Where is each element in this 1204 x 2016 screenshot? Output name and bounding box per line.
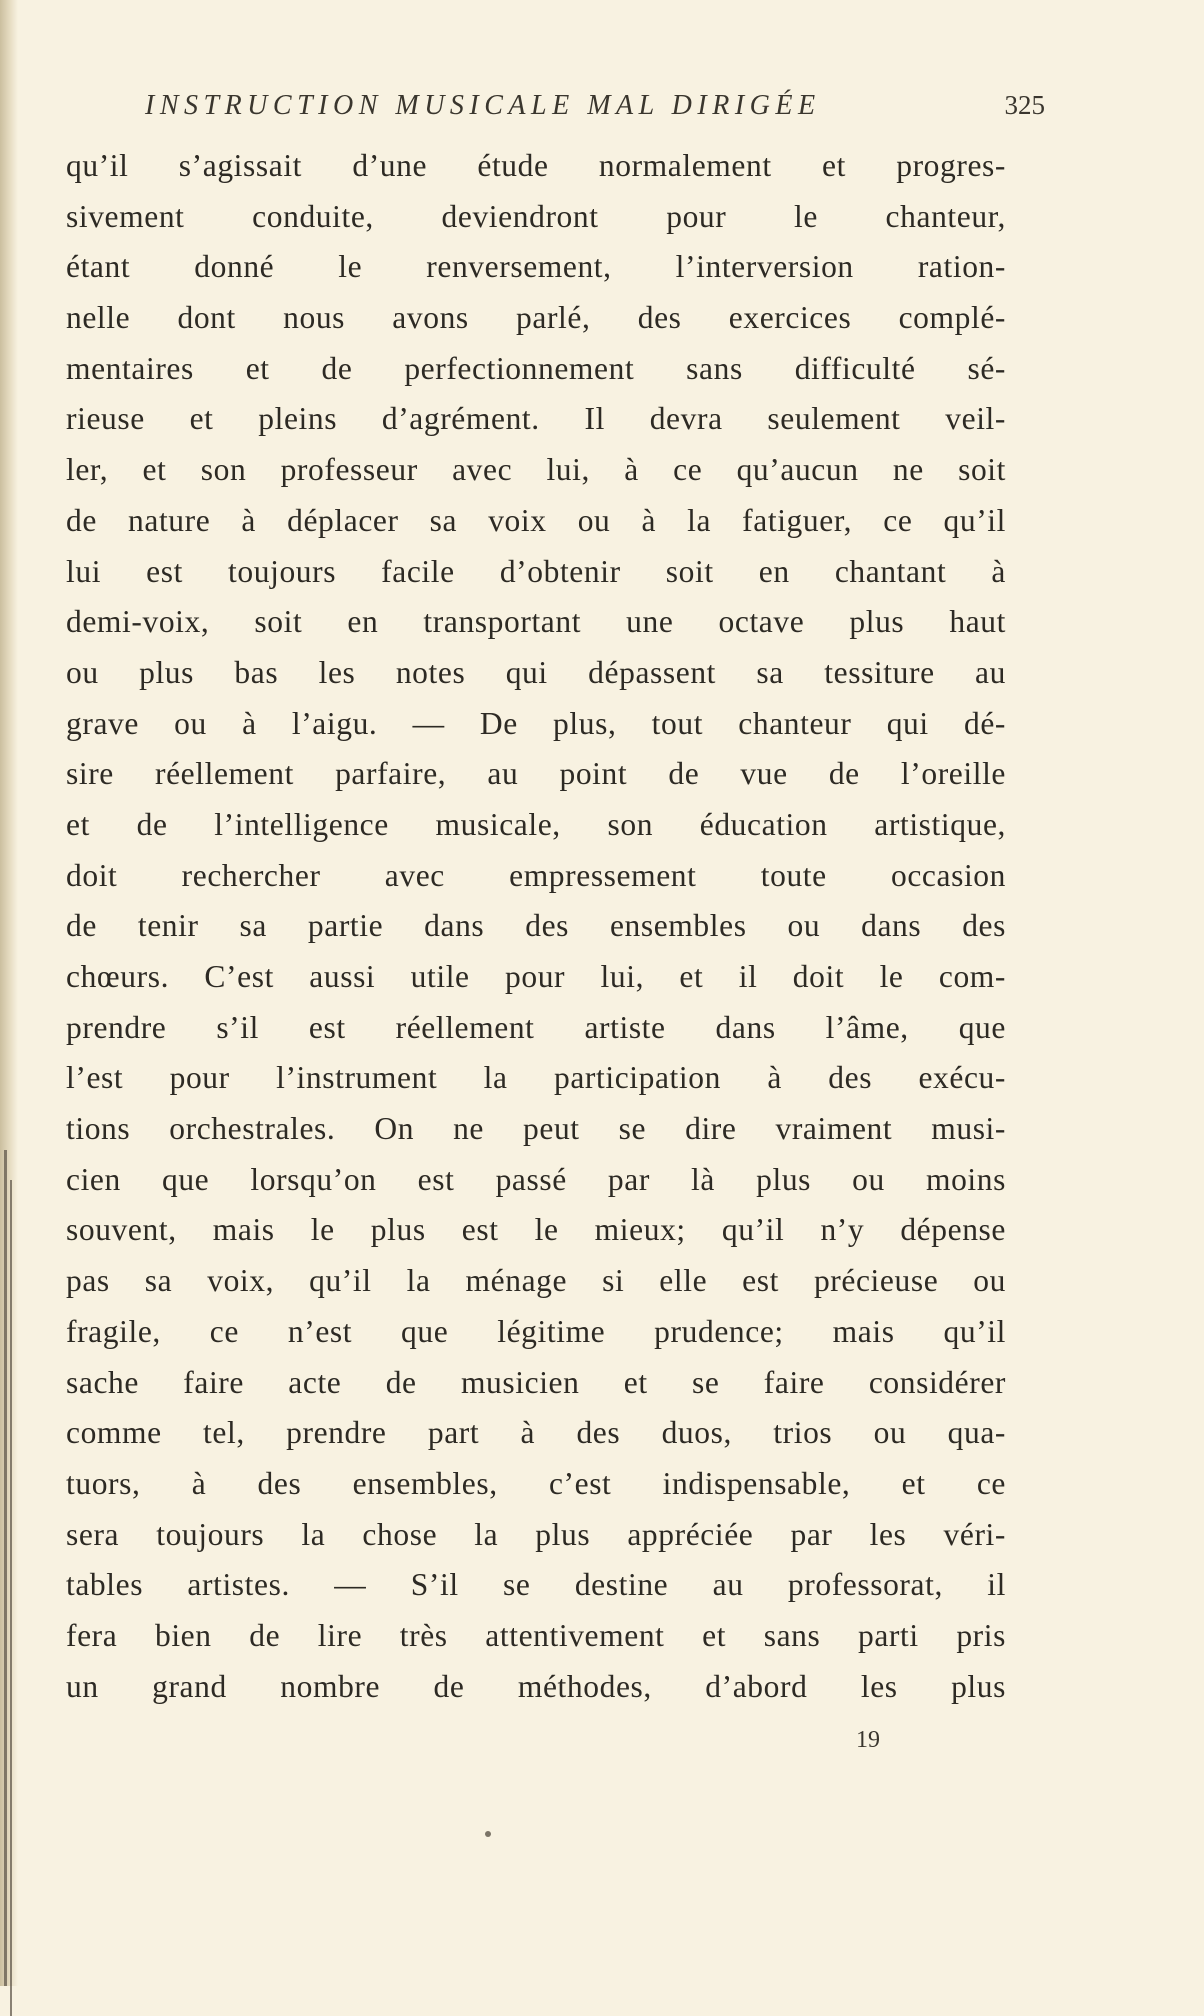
text-line: grave ou à l’aigu. — De plus, tout chanteur qui dé- (66, 705, 1006, 741)
binding-shadow (0, 0, 18, 1986)
text-line: étant donné le renversement, l’interversion ration- (66, 249, 1006, 285)
text-line: tables artistes. — S’il se destine au professorat, il (66, 1567, 1006, 1603)
text-line: fragile, ce n’est que légitime prudence; mais qu’il (66, 1313, 1006, 1349)
text-line: et de l’intelligence musicale, son éducation artistique, (66, 806, 1006, 842)
running-title: INSTRUCTION MUSICALE MAL DIRIGÉE (145, 90, 821, 121)
text-line: demi-voix, soit en transportant une octave plus haut (66, 604, 1006, 640)
text-line: qu’il s’agissait d’une étude normalement et progres- (66, 148, 1006, 183)
text-line: fera bien de lire très attentivement et sans parti pris (66, 1617, 1006, 1653)
text-line: mentaires et de perfectionnement sans difficulté sé- (66, 350, 1006, 386)
ink-dot (485, 1831, 491, 1837)
text-line: pas sa voix, qu’il la ménage si elle est précieuse ou (66, 1263, 1006, 1299)
text-line: comme tel, prendre part à des duos, trios ou qua- (66, 1415, 1006, 1451)
text-line: sera toujours la chose la plus appréciée par les véri- (66, 1516, 1006, 1552)
text-line: souvent, mais le plus est le mieux; qu’il n’y dépense (66, 1212, 1006, 1248)
text-line: sire réellement parfaire, au point de vue de l’oreille (66, 756, 1006, 792)
page-number: 325 (1004, 90, 1045, 120)
text-line: rieuse et pleins d’agrément. Il devra seulement veil- (66, 401, 1006, 437)
text-line: tuors, à des ensembles, c’est indispensable, et ce (66, 1465, 1006, 1501)
text-line: chœurs. C’est aussi utile pour lui, et il doit le com- (66, 959, 1006, 994)
text-line: nelle dont nous avons parlé, des exercices complé- (66, 300, 1006, 336)
text-line: l’est pour l’instrument la participation à des exécu- (66, 1060, 1006, 1096)
running-head (145, 90, 1045, 130)
signature-mark: 19 (856, 1727, 880, 1753)
text-line: lui est toujours facile d’obtenir soit en chantant à (66, 553, 1006, 589)
text-line: cien que lorsqu’on est passé par là plus ou moins (66, 1161, 1006, 1197)
text-line: sache faire acte de musicien et se faire considérer (66, 1364, 1006, 1400)
text-line: tions orchestrales. On ne peut se dire vraiment musi- (66, 1111, 1006, 1147)
text-line: ler, et son professeur avec lui, à ce qu’aucun ne soit (66, 452, 1006, 488)
text-line: sivement conduite, deviendront pour le chanteur, (66, 198, 1006, 234)
body-text (66, 141, 1006, 1712)
binding-edge-line (10, 1180, 12, 2016)
text-line: ou plus bas les notes qui dépassent sa tessiture au (66, 654, 1006, 690)
text-line: de nature à déplacer sa voix ou à la fatiguer, ce qu’il (66, 502, 1006, 538)
text-line: doit rechercher avec empressement toute occasion (66, 857, 1006, 893)
text-line: prendre s’il est réellement artiste dans l’âme, que (66, 1009, 1006, 1045)
text-line: de tenir sa partie dans des ensembles ou dans des (66, 908, 1006, 944)
binding-edge-line (4, 1150, 7, 1986)
text-line: un grand nombre de méthodes, d’abord les plus (66, 1668, 1006, 1704)
